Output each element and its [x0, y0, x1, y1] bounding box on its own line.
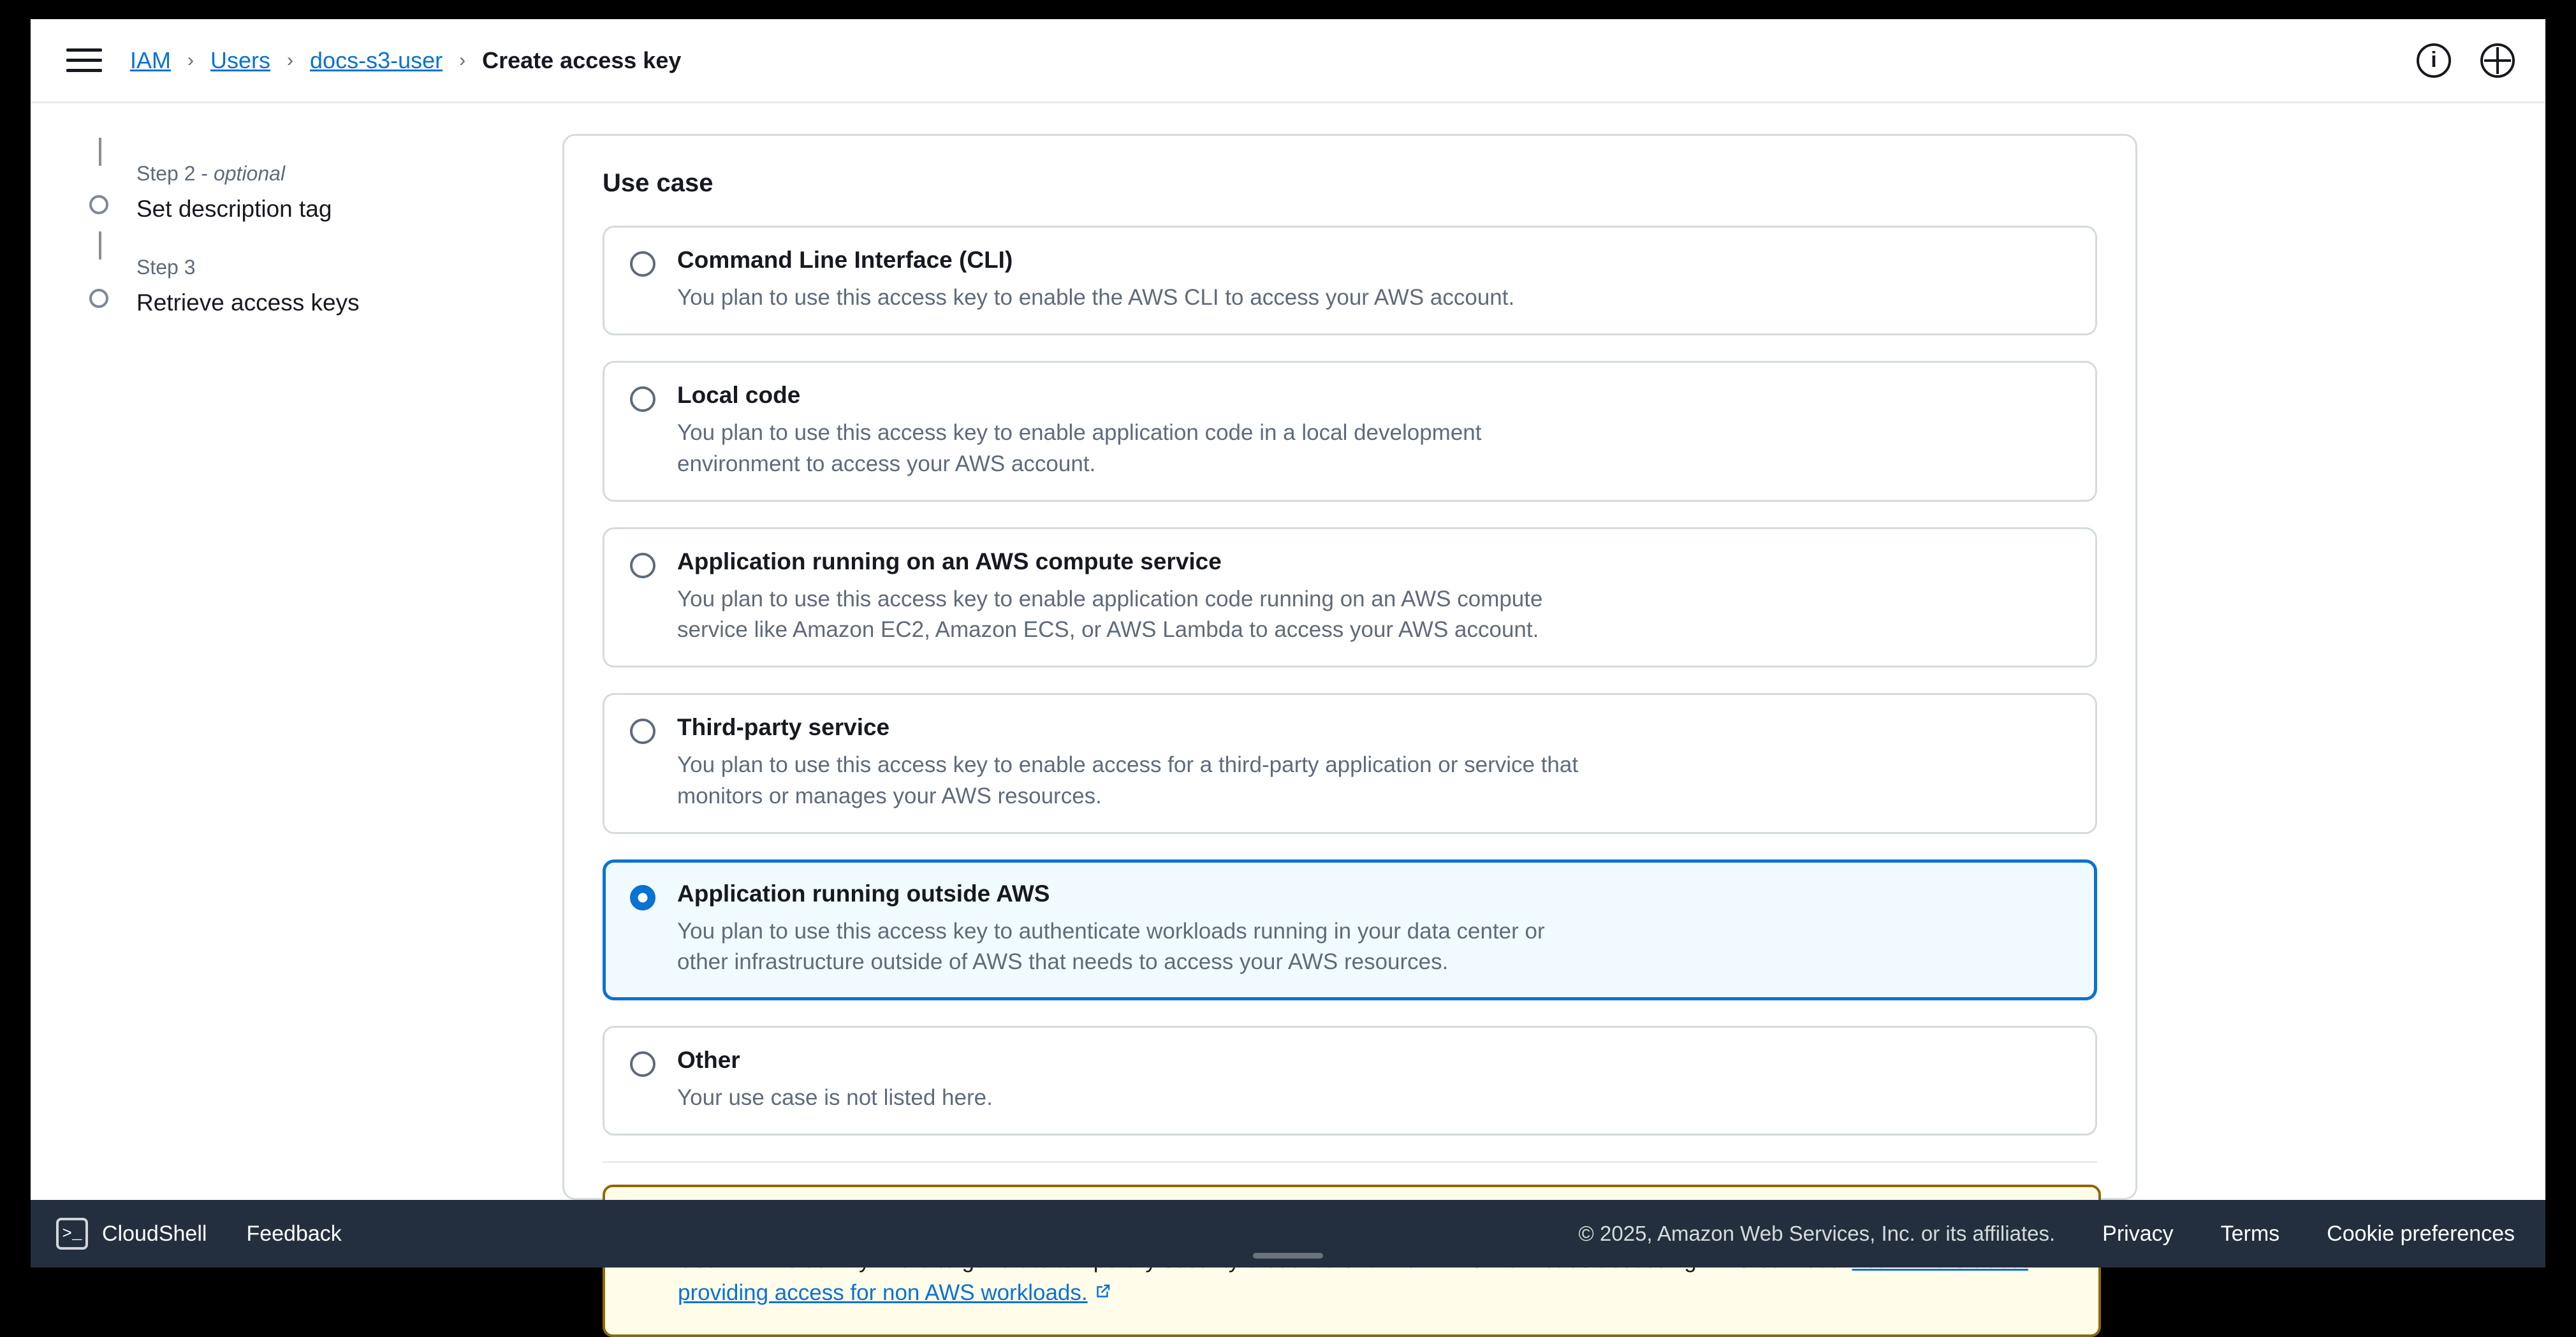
external-link-icon	[1093, 1278, 1112, 1311]
browser-window	[31, 19, 2545, 1305]
option-description: You plan to use this access key to enable access for a third-party application or service that monitors or manages your AWS resources.	[677, 752, 1579, 808]
home-indicator	[1253, 1253, 1323, 1259]
breadcrumb	[130, 47, 681, 74]
top-bar-actions	[2417, 43, 2515, 78]
option-title: Command Line Interface (CLI)	[677, 247, 1013, 273]
option-application-outside-aws[interactable]	[603, 859, 2097, 1000]
option-description: You plan to use this access key to enable application code in a local development environment to access your AWS account.	[677, 420, 1482, 476]
option-text	[677, 714, 2074, 812]
breadcrumb-separator: ›	[287, 49, 294, 71]
globe-settings-icon[interactable]	[2480, 43, 2515, 78]
terminal-icon: >_	[56, 1218, 88, 1250]
wizard-navigation	[31, 103, 553, 1200]
radio-local-code[interactable]	[630, 386, 655, 412]
option-title: Application running outside AWS	[677, 880, 1050, 907]
option-command-line-interface[interactable]	[603, 226, 2097, 335]
option-text	[677, 548, 2074, 646]
wizard-step-3-title[interactable]: Retrieve access keys	[136, 289, 360, 316]
option-title: Other	[677, 1046, 740, 1073]
learn-more-link[interactable]: providing access for non AWS workloads.	[678, 1280, 1088, 1305]
page-title: Use case	[603, 169, 714, 197]
option-description: You plan to use this access key to enable the AWS CLI to access your AWS account.	[677, 285, 1515, 310]
breadcrumb-item-create-access-key: Create access key	[482, 47, 682, 73]
section-divider	[603, 1161, 2097, 1163]
option-title: Application running on an AWS compute service	[677, 548, 1222, 574]
wizard-connector	[99, 231, 101, 259]
option-description: You plan to use this access key to enable application code running on an AWS compute service like Amazon EC2, Amazon ECS, or AWS Lambda to access your AWS account.	[677, 586, 1543, 643]
breadcrumb-item-users[interactable]: Users	[210, 47, 271, 73]
breadcrumb-item-docs-s3-user[interactable]: docs-s3-user	[310, 47, 443, 73]
copyright-text: © 2025, Amazon Web Services, Inc. or its affiliates.	[1578, 1222, 2056, 1245]
wizard-step-2-number: Step 2 -	[136, 162, 214, 185]
wizard-step-bullet	[89, 195, 108, 214]
wizard-step-2-label	[136, 162, 553, 186]
option-title: Local code	[677, 382, 801, 409]
hamburger-icon[interactable]	[66, 42, 103, 79]
option-title: Third-party service	[677, 714, 890, 741]
option-third-party-service[interactable]	[603, 693, 2097, 834]
privacy-link[interactable]: Privacy	[2102, 1221, 2174, 1246]
option-text	[677, 247, 2074, 313]
wizard-step-bullet	[89, 289, 108, 308]
info-icon[interactable]: i	[2417, 43, 2451, 78]
breadcrumb-separator: ›	[187, 49, 194, 71]
option-description: You plan to use this access key to authenticate workloads running in your data center or other infrastructure outside of AWS that needs to access your AWS resources.	[677, 919, 1545, 975]
breadcrumb-separator: ›	[459, 49, 466, 71]
radio-cli[interactable]	[630, 251, 655, 277]
wizard-step-3-label: Step 3	[136, 256, 196, 279]
cloudshell-label: CloudShell	[102, 1221, 207, 1246]
wizard-step-3[interactable]	[82, 256, 553, 316]
radio-application-outside-aws[interactable]	[630, 885, 655, 910]
wizard-step-2-optional: optional	[213, 162, 286, 185]
radio-third-party-service[interactable]	[630, 719, 655, 744]
option-other[interactable]	[603, 1026, 2097, 1136]
terms-link[interactable]: Terms	[2220, 1221, 2280, 1246]
top-navigation-bar	[31, 19, 2545, 103]
option-text	[677, 1047, 2074, 1113]
wizard-connector	[99, 138, 101, 166]
option-text	[677, 880, 2074, 978]
option-aws-compute-service[interactable]	[603, 527, 2097, 668]
wizard-step-2[interactable]	[82, 162, 553, 223]
feedback-link[interactable]: Feedback	[246, 1221, 342, 1246]
option-description: Your use case is not listed here.	[677, 1085, 993, 1110]
cookie-preferences-link[interactable]: Cookie preferences	[2327, 1221, 2515, 1246]
footer-bar	[31, 1200, 2545, 1268]
wizard-step-2-title[interactable]: Set description tag	[136, 196, 332, 222]
breadcrumb-item-iam[interactable]: IAM	[130, 47, 172, 73]
option-text	[677, 382, 2074, 479]
option-local-code[interactable]	[603, 361, 2097, 502]
footer-links	[1579, 1222, 2515, 1246]
cloudshell-button[interactable]	[56, 1218, 207, 1250]
radio-aws-compute-service[interactable]	[630, 553, 655, 578]
radio-other[interactable]	[630, 1051, 655, 1077]
